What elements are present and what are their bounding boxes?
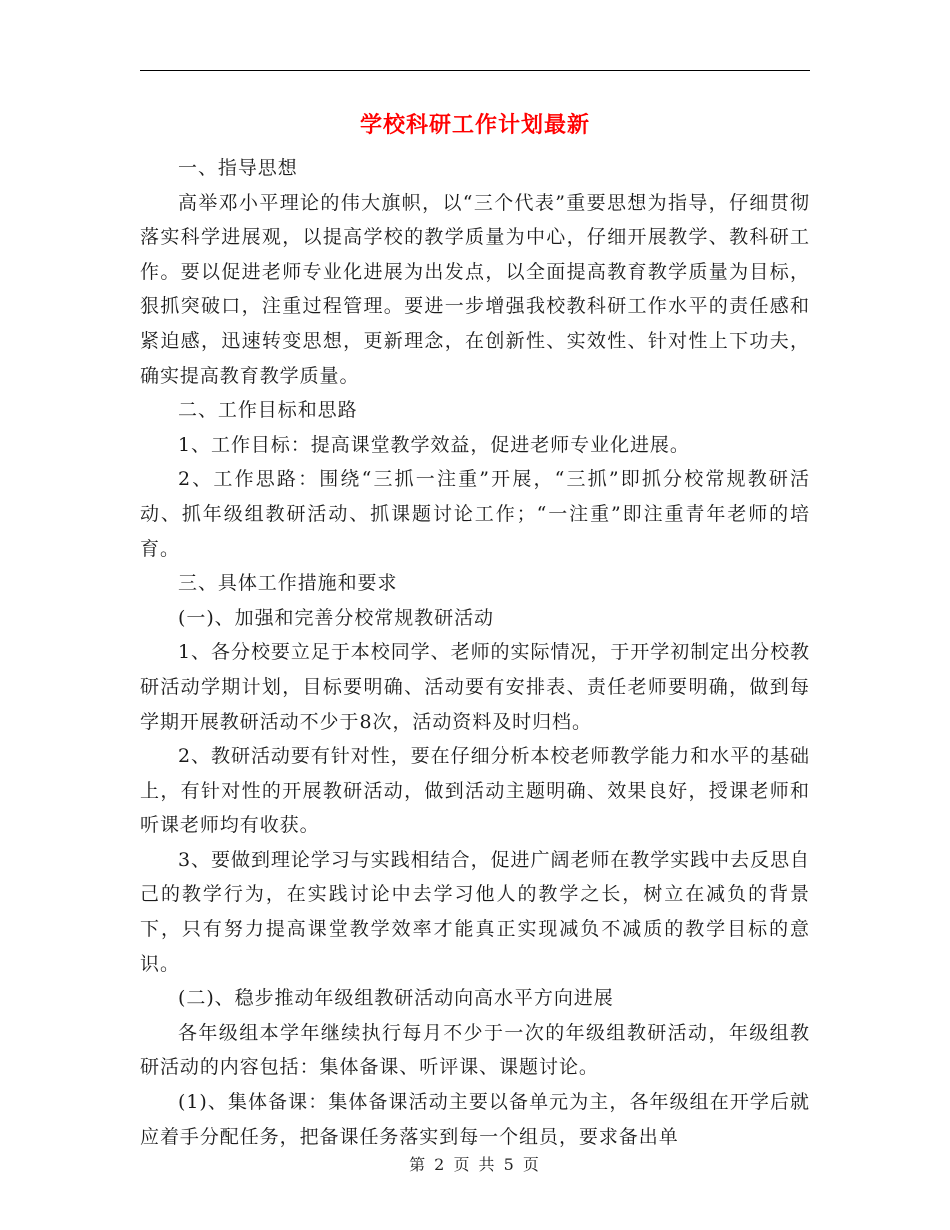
paragraph-grade-activities: 各年级组本学年继续执行每月不少于一次的年级组教研活动，年级组教研活动的内容包括：集体备课、听评课、课题讨论。 <box>140 1021 810 1079</box>
paragraph-collective-prep: (1)、集体备课：集体备课活动主要以备单元为主，各年级组在开学后就应着手分配任务，把备课任务落实到每一个组员，要求备出单 <box>140 1091 810 1148</box>
paragraph-measure-3: 3、要做到理论学习与实践相结合，促进广阔老师在教学实践中去反思自己的教学行为，在实践讨论中去学习他人的教学之长，树立在减负的背景下，只有努力提高课堂教学效率才能真正实现减负不减质的教学目标的意识。 <box>140 848 810 975</box>
paragraph-work-approach: 2、工作思路：围绕“三抓一注重”开展，“三抓”即抓分校常规教研活动、抓年级组教研活动、抓课题讨论工作；“一注重”即注重青年老师的培育。 <box>140 468 810 560</box>
section-heading-goals: 二、工作目标和思路 <box>178 399 358 422</box>
subheading-branch-research: (一)、加强和完善分校常规教研活动 <box>178 606 494 629</box>
paragraph-guiding-ideology: 高举邓小平理论的伟大旗帜，以“三个代表”重要思想为指导，仔细贯彻落实科学进展观，以提高学校的教学质量为中心，仔细开展教学、教科研工作。要以促进老师专业化进展为出发点，以全面提高教育教学质量为目标，狠抓突破口，注重过程管理。要进一步增强我校教科研工作水平的责任感和紧迫感，迅速转变思想，更新理念，在创新性、实效性、针对性上下功夫，确实提高教育教学质量。 <box>140 191 810 387</box>
document-title: 学校科研工作计划最新 <box>359 112 590 138</box>
section-heading-measures: 三、具体工作措施和要求 <box>178 572 398 595</box>
subheading-grade-research: (二)、稳步推动年级组教研活动向高水平方向进展 <box>178 987 614 1010</box>
header-rule <box>140 70 810 71</box>
page-number-footer: 第 2 页 共 5 页 <box>409 1155 541 1174</box>
document-body <box>140 151 810 1154</box>
paragraph-work-goal: 1、工作目标：提高课堂教学效益，促进老师专业化进展。 <box>178 433 690 456</box>
paragraph-measure-1: 1、各分校要立足于本校同学、老师的实际情况，于开学初制定出分校教研活动学期计划，目标要明确、活动要有安排表、责任老师要明确，做到每学期开展教研活动不少于8次，活动资料及时归档。 <box>140 641 810 733</box>
section-heading-guiding-ideology: 一、指导思想 <box>178 157 298 179</box>
paragraph-measure-2: 2、教研活动要有针对性，要在仔细分析本校老师教学能力和水平的基础上，有针对性的开展教研活动，做到活动主题明确、效果良好，授课老师和听课老师均有收获。 <box>140 745 810 837</box>
